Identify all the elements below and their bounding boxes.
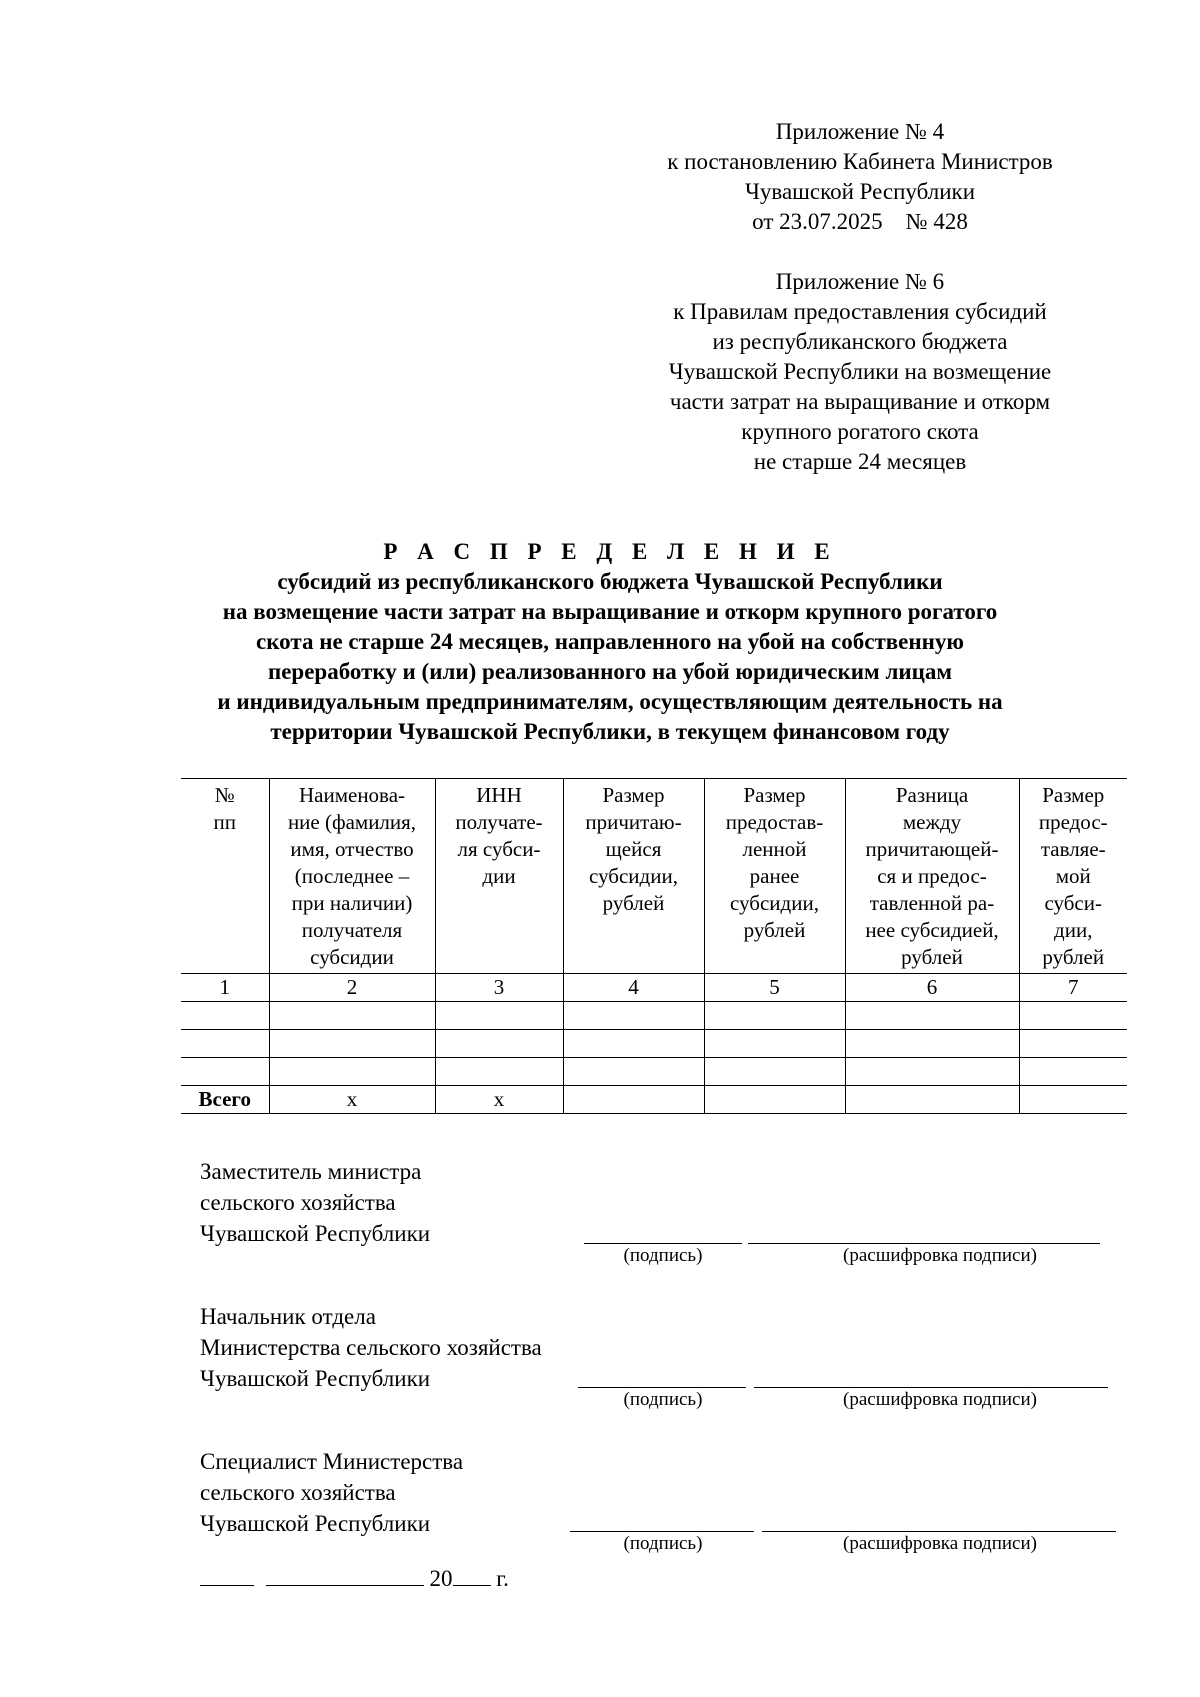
header-text: ИНН <box>476 783 522 807</box>
column-number: 6 <box>845 974 1019 1002</box>
table-cell <box>181 1002 269 1030</box>
title-line: переработку и (или) реализованного на убой юридическим лицам <box>267 659 953 684</box>
header-text: дии, <box>1054 918 1093 942</box>
header-text: тавляе- <box>1040 837 1106 861</box>
signatory-line: Министерства сельского хозяйства <box>200 1335 542 1360</box>
appendix-6-line: Чувашской Республики на возмещение <box>668 359 1052 384</box>
title-line: субсидий из республиканского бюджета Чувашской Республики <box>277 569 943 594</box>
header-text: № <box>214 783 235 807</box>
table-cell <box>1019 1058 1127 1086</box>
header-text: ние (фамилия, <box>287 810 417 834</box>
header-previous-subsidy <box>704 779 845 974</box>
name-decoding-line <box>748 1243 1100 1244</box>
table-cell <box>435 1030 563 1058</box>
column-number-row <box>181 974 1127 1002</box>
header-text: дии <box>482 864 516 888</box>
column-number: 5 <box>704 974 845 1002</box>
header-text: субсидии <box>310 945 394 969</box>
table-cell <box>269 1002 435 1030</box>
appendix-4-line: Приложение № 4 <box>775 119 945 144</box>
table-cell <box>563 1030 704 1058</box>
signatory-line: Начальник отдела <box>200 1304 376 1329</box>
year-prefix: 20 <box>429 1566 453 1591</box>
signatory-line: Чувашской Республики <box>200 1366 431 1391</box>
total-cell <box>704 1086 845 1114</box>
signature-line <box>584 1243 742 1244</box>
table-cell <box>845 1058 1019 1086</box>
appendix-4-reference <box>620 117 1100 237</box>
column-number: 7 <box>1019 974 1127 1002</box>
total-cell <box>845 1086 1019 1114</box>
signatory-line: сельского хозяйства <box>200 1190 396 1215</box>
header-text: предос- <box>1038 810 1108 834</box>
table-cell <box>435 1058 563 1086</box>
table-cell <box>269 1030 435 1058</box>
title-line: и индивидуальным предпринимателям, осуществляющим деятельность на <box>217 689 1003 714</box>
table-cell <box>563 1058 704 1086</box>
header-text: (последнее – <box>294 864 410 888</box>
appendix-6-line: к Правилам предоставления субсидий <box>673 299 1047 324</box>
signatory-line: сельского хозяйства <box>200 1480 396 1505</box>
table-cell <box>435 1002 563 1030</box>
appendix-6-reference <box>620 267 1100 477</box>
header-text: Размер <box>743 783 806 807</box>
table-row <box>181 1002 1127 1030</box>
signatory-line: Заместитель министра <box>200 1159 422 1184</box>
header-text: предостав- <box>725 810 824 834</box>
signatory-line: Чувашской Республики <box>200 1221 431 1246</box>
title-line: скота не старше 24 месяцев, направленного на убой на собственную <box>256 629 964 654</box>
signatory-deputy-minister <box>200 1156 430 1249</box>
name-decoding-line <box>754 1387 1108 1388</box>
header-text: причитаю- <box>585 810 682 834</box>
signatory-line: Чувашской Республики <box>200 1511 431 1536</box>
header-text: Размер <box>1042 783 1105 807</box>
signature-caption: (подпись) <box>623 1245 703 1266</box>
title-line: территории Чувашской Республики, в текущем финансовом году <box>270 719 950 744</box>
total-label: Всего <box>181 1086 269 1114</box>
header-text: рублей <box>1042 945 1105 969</box>
header-text: ся и предос- <box>877 864 987 888</box>
column-number: 1 <box>181 974 269 1002</box>
header-difference <box>845 779 1019 974</box>
date-line <box>200 1563 509 1594</box>
total-cell <box>563 1086 704 1114</box>
table-cell <box>269 1058 435 1086</box>
header-text: рублей <box>743 918 806 942</box>
table-cell <box>704 1030 845 1058</box>
header-text: щейся <box>605 837 662 861</box>
column-number: 3 <box>435 974 563 1002</box>
column-number: 4 <box>563 974 704 1002</box>
appendix-6-line: части затрат на выращивание и откорм <box>669 389 1051 414</box>
name-decoding-line <box>762 1531 1116 1532</box>
header-text: Наименова- <box>298 783 406 807</box>
total-row <box>181 1086 1127 1114</box>
header-text: рублей <box>901 945 963 969</box>
distribution-table <box>181 778 1127 1114</box>
signature-caption: (подпись) <box>623 1389 703 1410</box>
signatory-line: Специалист Министерства <box>200 1449 464 1474</box>
header-provided-subsidy <box>1019 779 1127 974</box>
appendix-6-line: Приложение № 6 <box>775 269 945 294</box>
table-cell <box>704 1058 845 1086</box>
header-text: Разница <box>895 783 969 807</box>
header-text: субсидии, <box>589 864 678 888</box>
header-text: тавленной ра- <box>869 891 995 915</box>
header-text: ранее <box>749 864 800 888</box>
appendix-6-line: крупного рогатого скота <box>741 419 979 444</box>
header-due-subsidy <box>563 779 704 974</box>
signature-line <box>570 1531 754 1532</box>
total-cell <box>1019 1086 1127 1114</box>
header-number <box>181 779 269 974</box>
name-decoding-caption: (расшифровка подписи) <box>843 1245 1037 1266</box>
total-cell: х <box>435 1086 563 1114</box>
column-number: 2 <box>269 974 435 1002</box>
header-inn <box>435 779 563 974</box>
table-cell <box>845 1002 1019 1030</box>
header-text: при наличии) <box>291 891 413 915</box>
header-text: субси- <box>1044 891 1102 915</box>
total-cell: х <box>269 1086 435 1114</box>
header-text: ленной <box>742 837 807 861</box>
appendix-4-line: к постановлению Кабинета Министров <box>667 149 1053 174</box>
header-text: причитающей- <box>865 837 999 861</box>
header-recipient-name <box>269 779 435 974</box>
table-cell <box>1019 1030 1127 1058</box>
header-text: получателя <box>301 918 403 942</box>
signature-caption: (подпись) <box>623 1533 703 1554</box>
appendix-6-line: из республиканского бюджета <box>712 329 1008 354</box>
month-blank <box>266 1563 424 1586</box>
appendix-4-line: от 23.07.2025 № 428 <box>752 209 968 234</box>
table-row <box>181 1030 1127 1058</box>
year-suffix: г. <box>496 1566 509 1591</box>
appendix-6-line: не старше 24 месяцев <box>753 449 967 474</box>
header-text: мой <box>1055 864 1091 888</box>
signatory-specialist <box>200 1446 463 1539</box>
table-row <box>181 1058 1127 1086</box>
appendix-4-line: Чувашской Республики <box>744 179 976 204</box>
table-cell <box>181 1030 269 1058</box>
header-text: пп <box>213 810 236 834</box>
header-text: рублей <box>602 891 665 915</box>
name-decoding-caption: (расшифровка подписи) <box>843 1533 1037 1554</box>
header-text: Размер <box>602 783 665 807</box>
table-cell <box>563 1002 704 1030</box>
header-text: ля субси- <box>457 837 541 861</box>
document-title <box>160 537 1060 747</box>
table-cell <box>181 1058 269 1086</box>
title-heading: Р А С П Р Е Д Е Л Е Н И Е <box>383 539 837 564</box>
signature-line <box>578 1387 746 1388</box>
table-cell <box>1019 1002 1127 1030</box>
name-decoding-caption: (расшифровка подписи) <box>843 1389 1037 1410</box>
year-blank <box>453 1563 491 1586</box>
header-text: субсидии, <box>730 891 819 915</box>
table-cell <box>704 1002 845 1030</box>
header-text: нее субсидией, <box>865 918 999 942</box>
table-cell <box>845 1030 1019 1058</box>
day-blank <box>200 1563 254 1586</box>
table-header-row <box>181 779 1127 974</box>
header-text: между <box>902 810 962 834</box>
title-line: на возмещение части затрат на выращивание и откорм крупного рогатого <box>222 599 998 624</box>
signatory-department-head <box>200 1301 542 1394</box>
header-text: получате- <box>455 810 543 834</box>
header-text: имя, отчество <box>290 837 414 861</box>
